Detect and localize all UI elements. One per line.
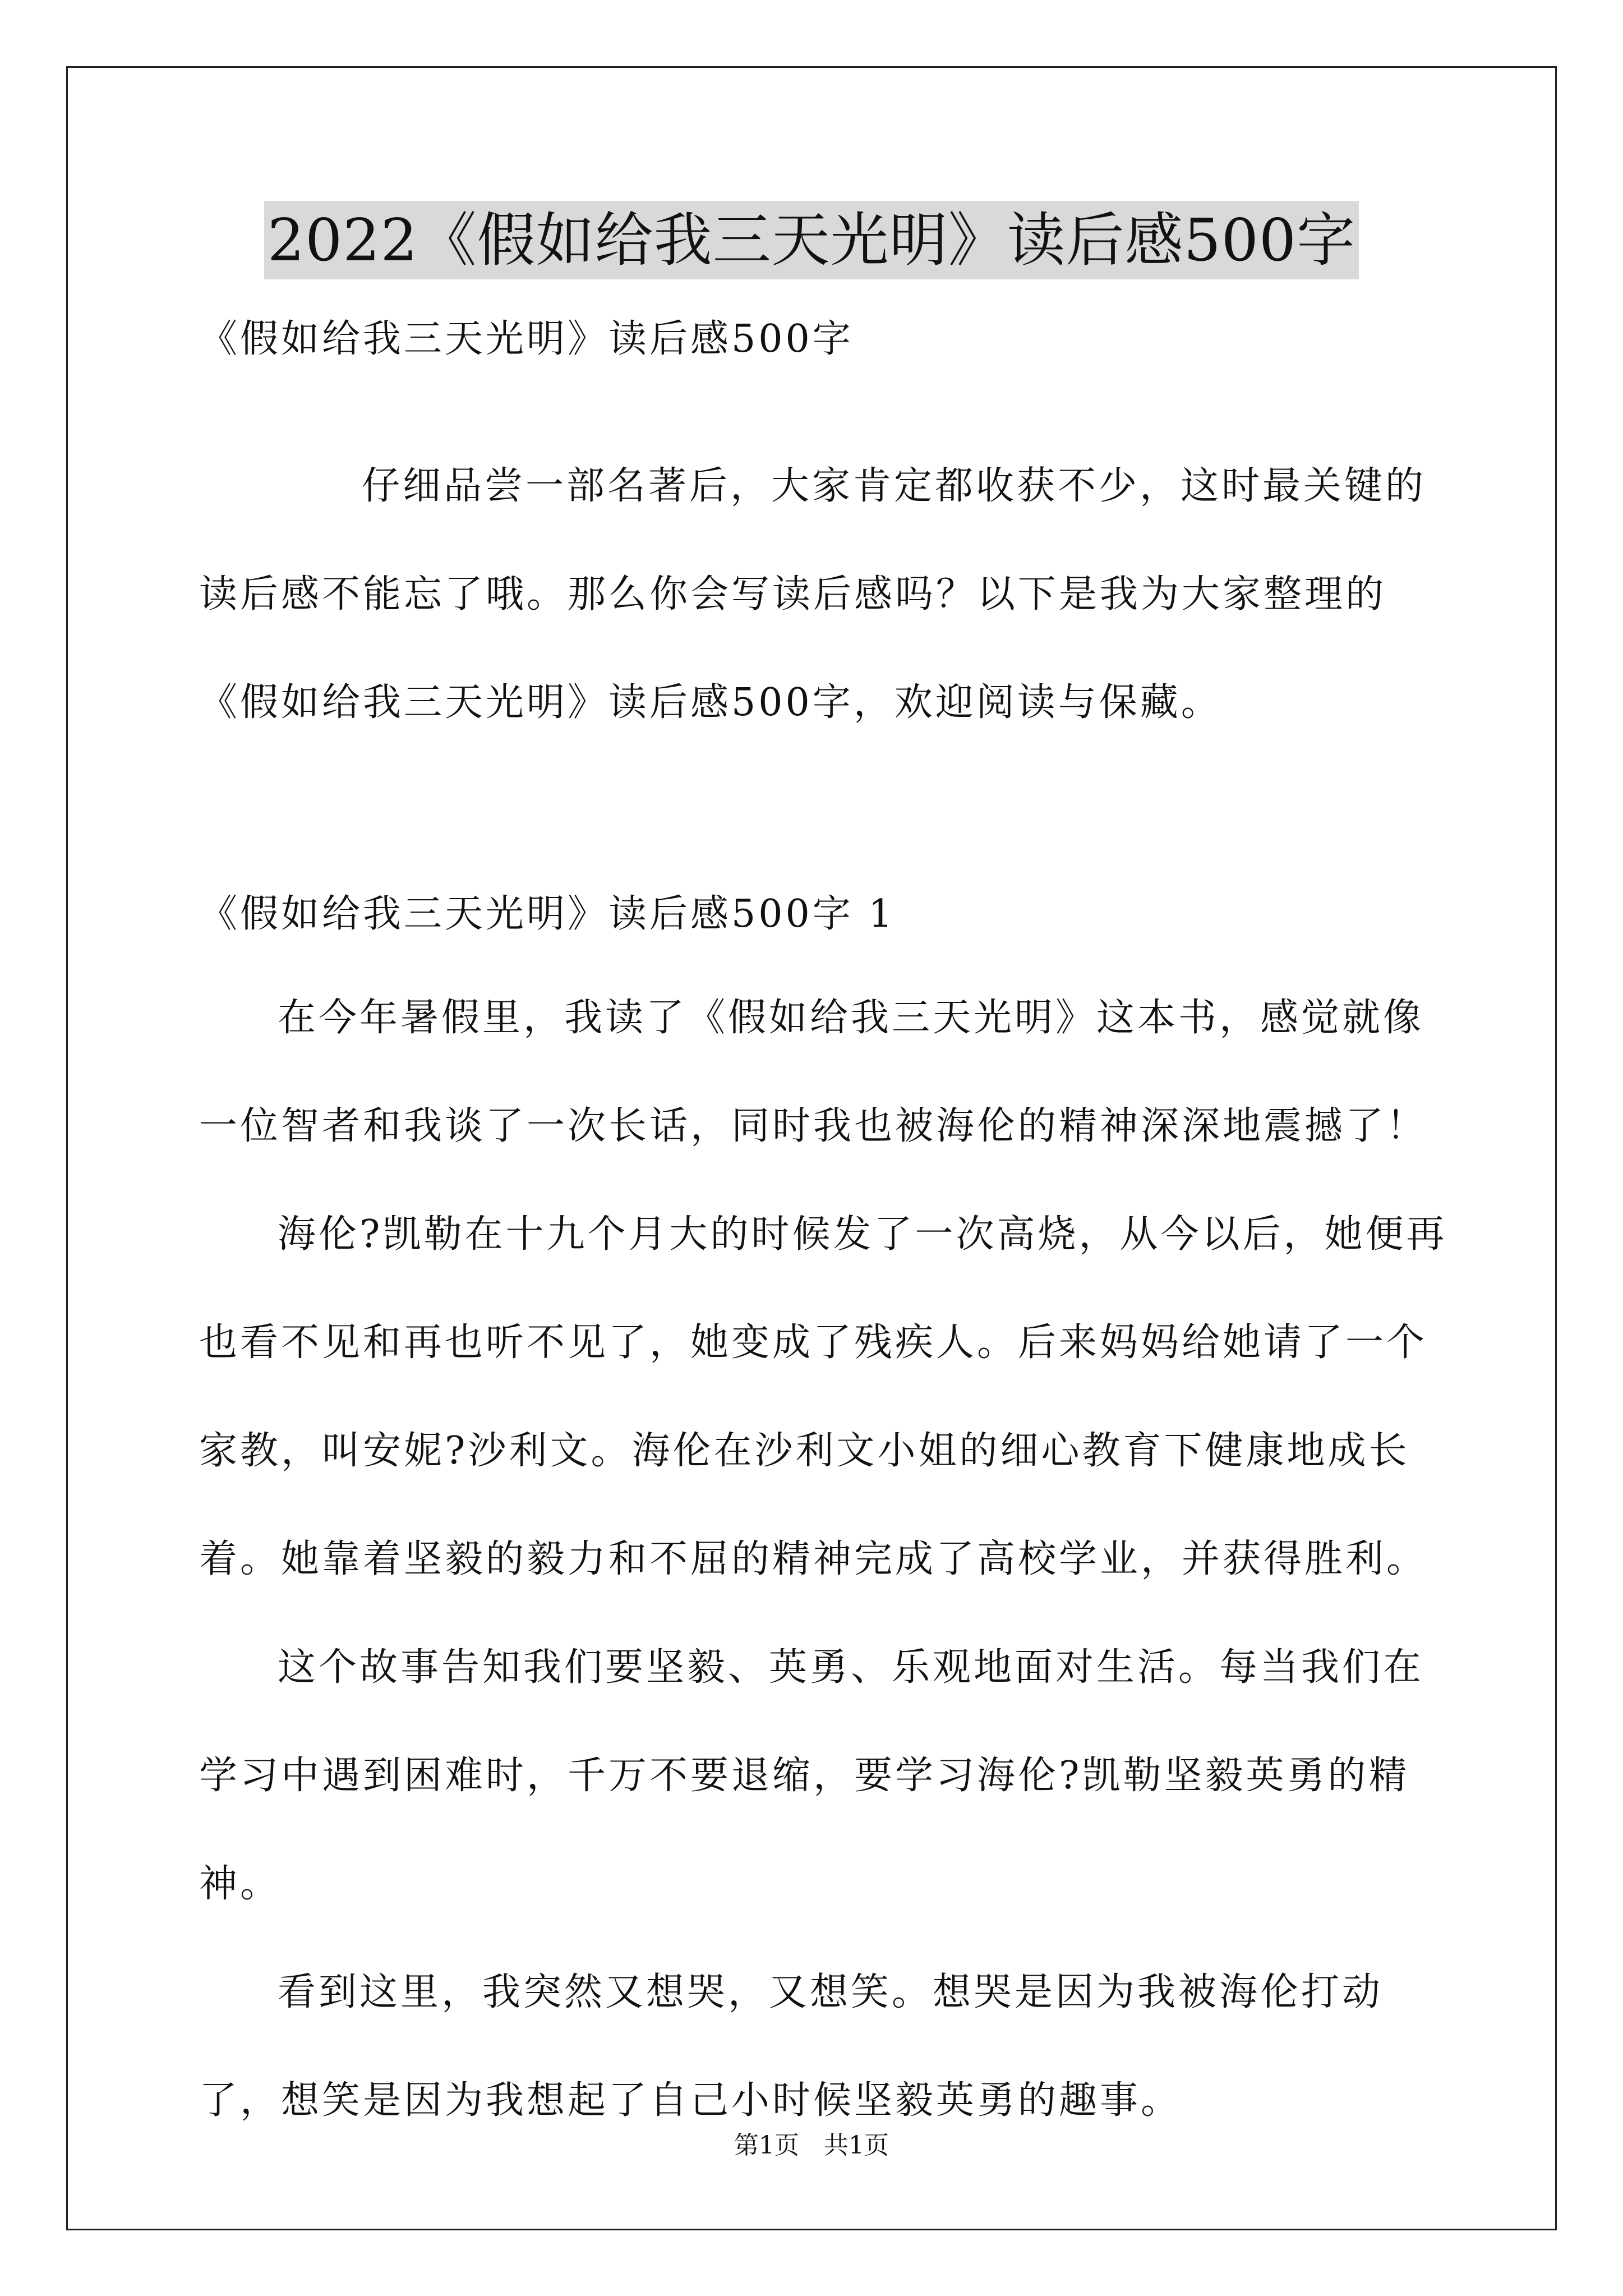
intro-paragraph: 仔细品尝一部名著后，大家肯定都收获不少，这时最关键的读后感不能忘了哦。那么你会写读后感吗？以下是我为大家整理的《假如给我三天光明》读后感500字，欢迎阅读与保藏。 [199, 464, 1427, 725]
subtitle-2: 《假如给我三天光明》读后感500字 1 [199, 892, 896, 936]
subtitle-1: 《假如给我三天光明》读后感500字 [199, 317, 854, 361]
body-paragraph: 看到这里，我突然又想哭，又想笑。想哭是因为我被海伦打动了，想笑是因为我想起了自己小时候坚毅英勇的趣事。 [199, 1970, 1384, 2123]
body-paragraph: 海伦?凯勒在十九个月大的时候发了一次高烧，从今以后，她便再也看不见和再也听不见了，她变成了残疾人。后来妈妈给她请了一个家教，叫安妮?沙利文。海伦在沙利文小姐的细心教育下健康地成长着。她靠着坚毅的毅力和不屈的精神完成了高校学业，并获得胜利。 [199, 1212, 1447, 1581]
document-title: 2022《假如给我三天光明》读后感500字 [264, 201, 1359, 279]
page-footer: 第1页 共1页 [734, 2131, 889, 2160]
title-container [0, 201, 1623, 279]
intro-block [199, 432, 1455, 757]
body-paragraph: 在今年暑假里，我读了《假如给我三天光明》这本书，感觉就像一位智者和我谈了一次长话，同时我也被海伦的精神深深地震撼了！ [199, 996, 1428, 1148]
body-block [199, 964, 1455, 2155]
body-paragraph: 这个故事告知我们要坚毅、英勇、乐观地面对生活。每当我们在学习中遇到困难时，千万不要退缩，要学习海伦?凯勒坚毅英勇的精神。 [199, 1645, 1424, 1906]
